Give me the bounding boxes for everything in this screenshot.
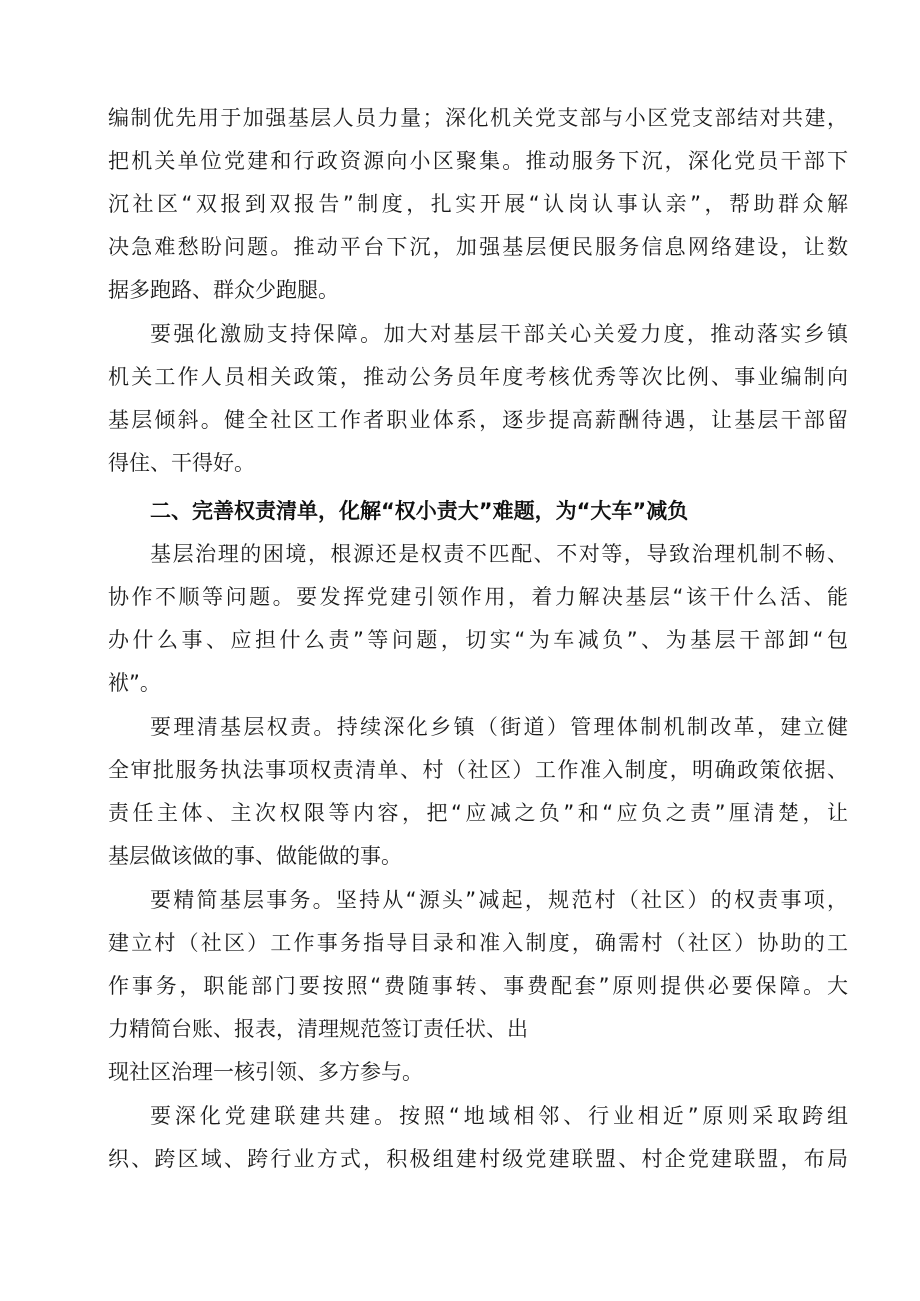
- paragraph-5-line-2: 建立村（社区）工作事务指导目录和准入制度，确需村（社区）协助的工: [108, 931, 848, 955]
- paragraph-1-line-1: 编制优先用于加强基层人员力量；深化机关党支部与小区党支部结对共建，: [108, 106, 848, 130]
- paragraph-4-line-3: 责任主体、主次权限等内容，把“应减之负”和“应负之责”厘清楚，让: [108, 801, 848, 825]
- paragraph-6-line-2: 织、跨区域、跨行业方式，积极组建村级党建联盟、村企党建联盟，布局: [108, 1147, 848, 1171]
- paragraph-5-line-5: 现社区治理一核引领、多方参与。: [108, 1060, 423, 1084]
- paragraph-6-line-1: 要深化党建联建共建。按照“地域相邻、行业相近”原则采取跨组: [150, 1104, 848, 1128]
- paragraph-1-line-3: 沉社区“双报到双报告”制度，扎实开展“认岗认事认亲”，帮助群众解: [108, 192, 848, 216]
- paragraph-1-line-2: 把机关单位党建和行政资源向小区聚集。推动服务下沉，深化党员干部下: [108, 149, 848, 173]
- paragraph-3-line-2: 协作不顺等问题。要发挥党建引领作用，着力解决基层“该干什么活、能: [108, 585, 848, 609]
- paragraph-2-line-3: 基层倾斜。健全社区工作者职业体系，逐步提高薪酬待遇，让基层干部留: [108, 408, 848, 432]
- paragraph-2-line-4: 得住、干得好。: [108, 451, 255, 475]
- paragraph-4-line-2: 全审批服务执法事项权责清单、村（社区）工作准入制度，明确政策依据、: [108, 758, 848, 782]
- section-heading: 二、完善权责清单，化解“权小责大”难题，为“大车”减负: [150, 499, 689, 523]
- paragraph-5-line-3: 作事务，职能部门要按照“费随事转、事费配套”原则提供必要保障。大: [108, 974, 848, 998]
- paragraph-1-line-4: 决急难愁盼问题。推动平台下沉，加强基层便民服务信息网络建设，让数: [108, 235, 848, 259]
- paragraph-2-line-1: 要强化激励支持保障。加大对基层干部关心关爱力度，推动落实乡镇: [150, 322, 848, 346]
- paragraph-3-line-1: 基层治理的困境，根源还是权责不匹配、不对等，导致治理机制不畅、: [150, 542, 848, 566]
- paragraph-2-line-2: 机关工作人员相关政策，推动公务员年度考核优秀等次比例、事业编制向: [108, 365, 848, 389]
- paragraph-3-line-4: 袱”。: [108, 671, 161, 695]
- paragraph-4-line-4: 基层做该做的事、做能做的事。: [108, 844, 402, 868]
- paragraph-5-line-1: 要精简基层事务。坚持从“源头”减起，规范村（社区）的权责事项，: [150, 888, 848, 912]
- paragraph-5-line-4: 力精简台账、报表，清理规范签订责任状、出: [108, 1017, 528, 1041]
- paragraph-4-line-1: 要理清基层权责。持续深化乡镇（街道）管理体制机制改革，建立健: [150, 715, 848, 739]
- paragraph-1-line-5: 据多跑路、群众少跑腿。: [108, 278, 339, 302]
- paragraph-3-line-3: 办什么事、应担什么责”等问题，切实“为车减负”、为基层干部卸“包: [108, 628, 848, 652]
